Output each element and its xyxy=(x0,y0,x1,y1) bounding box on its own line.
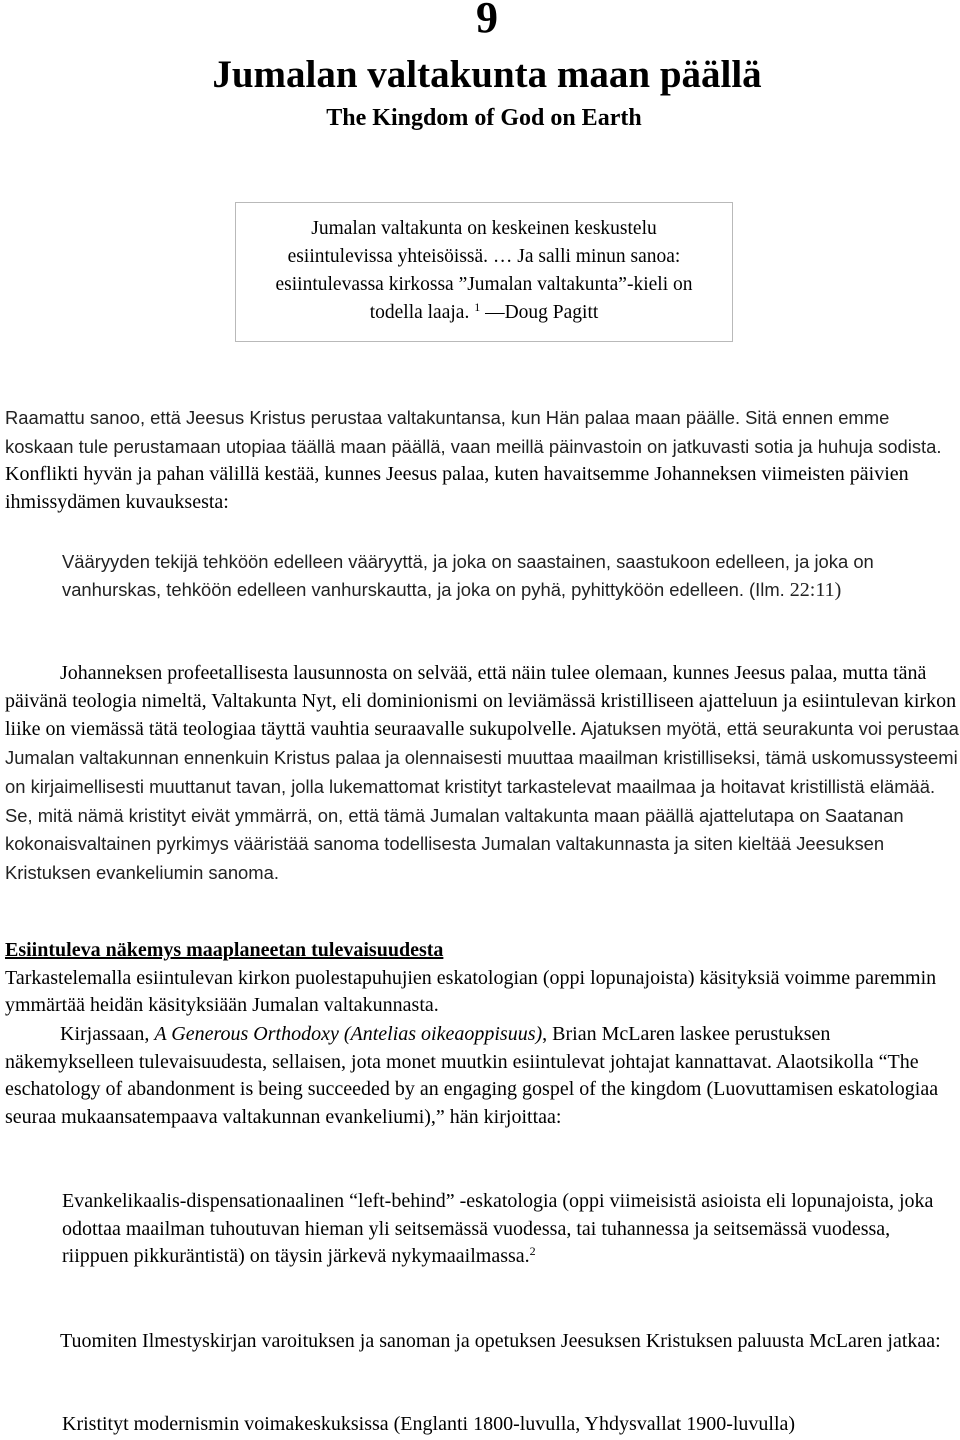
section-paragraph: Tarkastelemalla esiintulevan kirkon puolestapuhujien eskatologian (oppi lopunajoista) käsityksiä voimme paremmin ymmärtää heidän käsityksiään Jumalan valtakunnasta. xyxy=(5,966,937,1017)
scripture-text: Vääryyden tekijä tehköön edelleen vääryyttä, ja joka on saastainen, saastukoon edelleen, ja joka on vanhurskas, tehköön edelleen vanhurskautta, ja joka on pyhä, pyhittyköön edelleen. (Ilm. xyxy=(62,551,874,600)
mclaren-quote xyxy=(62,1188,960,1271)
section-heading: Esiintuleva näkemys maaplaneetan tulevaisuudesta xyxy=(5,939,444,961)
footnote-ref-1: 1 xyxy=(474,300,481,314)
mclaren-quote-text: Evankelikaalis-dispensationaalinen “left-behind” -eskatologia (oppi viimeisistä asioista eli lopunajoista, joka odottaa maailman tuhoutuvan hieman yli seitsemässä vuodessa, tai tuhannessa ja seitsemässä vuodessa, riippuen pikkuräntistä) on täysin järkevä nykymaailmassa. xyxy=(62,1190,934,1268)
epigraph-attribution: —Doug Pagitt xyxy=(485,302,599,323)
intro-paragraph-sans: Raamattu sanoo, että Jeesus Kristus perustaa valtakuntansa, kun Hän palaa maan päälle. Sitä ennen emme koskaan tule perustamaan utopiaa täällä maan päällä, vaan meillä päinvastoin on jatkuvasti sotia ja huhuja sodista. xyxy=(5,407,942,457)
footnote-ref-2: 2 xyxy=(529,1244,536,1259)
body-paragraph-2 xyxy=(5,660,960,888)
mclaren-quote-2: Kristityt modernismin voimakeskuksissa (Englanti 1800-luvulla, Yhdysvallat 1900-luvulla) xyxy=(62,1413,796,1435)
chapter-number: 9 xyxy=(476,0,498,42)
scripture-quote xyxy=(62,548,960,604)
intro-paragraph-serif: Konflikti hyvän ja pahan välillä kestää, kunnes Jeesus palaa, kuten havaitsemme Johanneksen viimeisten päivien ihmissydämen kuvauksesta: xyxy=(5,463,909,514)
body-paragraph-5: Tuomiten Ilmestyskirjan varoituksen ja sanoman ja opetuksen Jeesuksen Kristuksen paluusta McLaren jatkaa: xyxy=(60,1330,941,1352)
book-title: A Generous Orthodoxy (Antelias oikeaoppisuus) xyxy=(154,1023,543,1045)
chapter-subtitle: The Kingdom of God on Earth xyxy=(326,105,642,131)
body-paragraph-4 xyxy=(5,1021,960,1132)
epigraph-text: Jumalan valtakunta on keskeinen keskustelu esiintulevissa yhteisöissä. … Ja salli minun sanoa: esiintulevassa kirkossa ”Jumalan valtakunta”-kieli on todella laaja. xyxy=(275,218,693,323)
scripture-ref: 22:11) xyxy=(784,579,842,601)
body-paragraph-2a: Johanneksen profeetallisesta lausunnosta on selvää, että näin tulee olemaan, kunnes Jeesus palaa, mutta tänä päivänä teologia nimeltä, Valtakunta Nyt, eli dominionismi on leviämässä kristilliseen ajatteluun ja esiintulevan kirkon liike on viemässä tätä teologiaa täyttä vauhtia seuraavalle sukupolvelle. xyxy=(5,662,957,741)
body-paragraph-2b: Ajatuksen myötä, että seurakunta voi perustaa Jumalan valtakunnan ennenkuin Kristus palaa ja olennaisesti muuttaa maailman kristilliseksi, tämä uskomussysteemi on kirjaimellisesti muuttanut tavan, jolla lukemattomat kristityt tarkastelevat maailmaa ja hoitavat kristillistä elämää. Se, mitä nämä kristityt eivät ymmärrä, on, että tämä Jumalan valtakunta maan päällä ajattelutapa on Saatanan kokonaisvaltainen pyrkimys vääristää sanoma todellisesta Jumalan valtakunnasta ja siten kieltää Jeesuksen Kristuksen evankeliumin sanoma. xyxy=(5,718,959,883)
intro-paragraph xyxy=(5,404,960,517)
epigraph-box xyxy=(235,202,733,342)
section-block xyxy=(5,937,960,1020)
p4-post: , Brian McLaren laskee perustuksen näkemykselleen tulevaisuudesta, sellaisen, jota monet muutkin esiintulevat johtajat kannattavat. Alaotsikolla “The eschatology of abandonment is being succeeded by an engaging gospel of the kingdom (Luovuttamisen eskatologiaa seuraa mukaansatempaava valtakunnan evankeliumi),” hän kirjoittaa: xyxy=(5,1023,939,1129)
p4-pre: Kirjassaan, xyxy=(60,1023,155,1045)
chapter-title: Jumalan valtakunta maan päällä xyxy=(212,53,762,96)
